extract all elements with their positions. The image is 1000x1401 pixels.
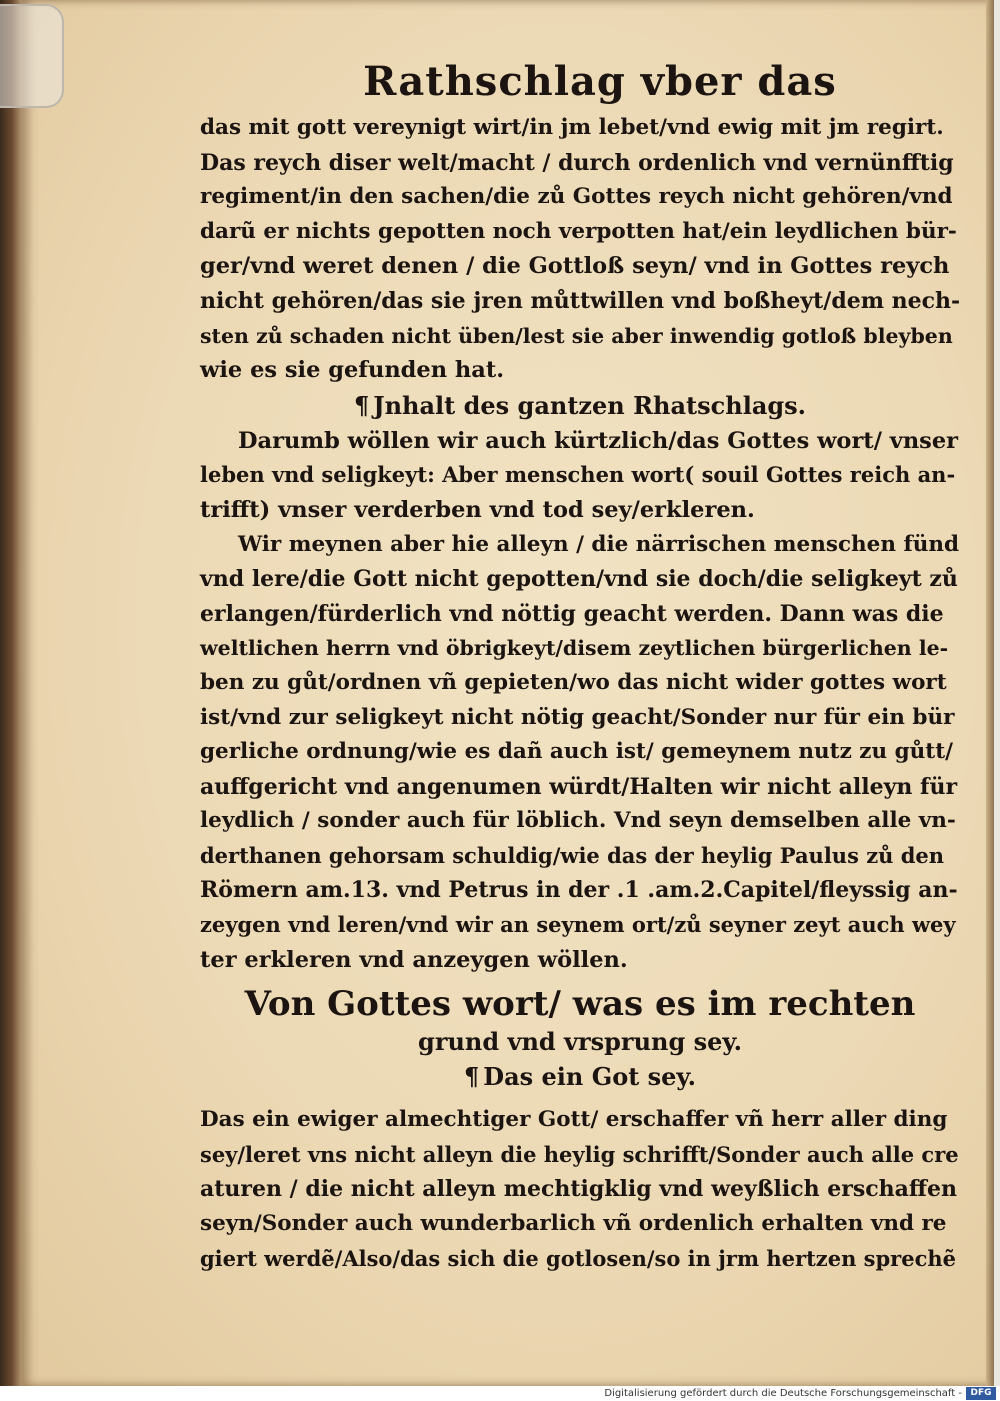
text-line: nicht gehören/das sie jren můttwillen vnd boßheyt/dem nech-	[200, 287, 961, 314]
text-line: aturen / die nicht alleyn mechtigklig vnd weyßlich erschaffen	[200, 1176, 957, 1203]
paragraph-1	[200, 111, 960, 388]
dfg-logo: DFG	[966, 1387, 996, 1400]
text-line: trifft) vnser verderben vnd tod sey/erkleren.	[200, 496, 755, 523]
page-text	[200, 58, 960, 1276]
text-line: leydlich / sonder auch für löblich. Vnd seyn demselben alle vn-	[200, 808, 956, 834]
text-line: sey/leret vns nicht alleyn die heylig schrifft/Sonder auch alle cre	[200, 1141, 959, 1167]
pilcrow-icon: ¶	[353, 390, 370, 420]
text-line: Wir meynen aber hie alleyn / die närrischen menschen fünd	[238, 531, 960, 557]
text-line: giert werdẽ/Also/das sich die gotlosen/so in jrm hertzen sprechẽ	[200, 1245, 956, 1271]
page-clip	[0, 4, 64, 108]
page-edge	[986, 0, 994, 1386]
text-line: zeygen vnd leren/vnd wir an seynem ort/zů seyner zeyt auch wey	[200, 912, 956, 938]
text-line: Das reych diser welt/macht / durch ordenlich vnd vernünfftig	[200, 149, 954, 176]
section-rubric	[200, 388, 960, 424]
pilcrow-icon: ¶	[464, 1062, 480, 1092]
running-head: Rathschlag vber das	[363, 58, 837, 105]
text-line: sten zů schaden nicht üben/lest sie aber inwendig gotloß bleyben	[200, 323, 953, 348]
paragraph-3	[200, 528, 960, 978]
text-line: derthanen gehorsam schuldig/wie das der heylig Paulus zů den	[200, 842, 945, 868]
text-line: Darumb wöllen wir auch kürtzlich/das Gottes wort/ vnser	[238, 427, 959, 454]
section-rubric	[200, 1059, 960, 1095]
section-heading: Von Gottes wort/ was es im rechten	[244, 984, 916, 1025]
spacer	[200, 1095, 960, 1103]
text-line: wie es sie gefunden hat.	[200, 357, 505, 384]
text-line: auffgericht vnd angenumen würdt/Halten wir nicht alleyn für	[200, 773, 958, 800]
paragraph-2	[200, 424, 960, 528]
funding-credit: Digitalisierung gefördert durch die Deutsche Forschungsgemeinschaft -	[604, 1388, 962, 1399]
text-line: ter erkleren vnd anzeygen wöllen.	[200, 946, 628, 973]
rubric-label: Jnhalt des gantzen Rhatschlags.	[373, 390, 807, 420]
text-line: vnd lere/die Gott nicht gepotten/vnd sie doch/die seligkeyt zů	[200, 566, 958, 593]
text-line: leben vnd seligkeyt: Aber menschen wort( souil Gottes reich an-	[200, 462, 956, 488]
section-subheading: grund vnd vrsprung sey.	[418, 1027, 742, 1057]
text-line: weltlichen herrn vnd öbrigkeyt/disem zeytlichen bürgerlichen le-	[200, 636, 949, 661]
footer-bar	[0, 1386, 1000, 1401]
text-line: das mit gott vereynigt wirt/in jm lebet/vnd ewig mit jm regirt.	[200, 115, 944, 140]
text-line: darũ er nichts gepotten noch verpotten hat/ein leydlichen bür-	[200, 218, 957, 244]
text-line: seyn/Sonder auch wunderbarlich vñ ordenlich erhalten vnd re	[200, 1211, 947, 1237]
text-line: regiment/in den sachen/die zů Gottes reych nicht gehören/vnd	[200, 184, 953, 210]
text-line: ben zu gůt/ordnen vñ gepieten/wo das nicht wider gottes wort	[200, 669, 947, 695]
text-line: erlangen/fürderlich vnd nöttig geacht werden. Dann was die	[200, 600, 944, 627]
paragraph-4	[200, 1103, 960, 1276]
text-line: Römern am.13. vnd Petrus in der .1 .am.2.Capitel/fleyssig an-	[200, 877, 958, 904]
text-line: Das ein ewiger almechtiger Gott/ erschaffer vñ herr aller ding	[200, 1107, 948, 1133]
text-line: gerliche ordnung/wie es dañ auch ist/ gemeynem nutz zu gůtt/	[200, 739, 954, 765]
text-line: ist/vnd zur seligkeyt nicht nötig geacht/Sonder nur für ein bür	[200, 704, 955, 730]
text-line: ger/vnd weret denen / die Gottloß seyn/ vnd in Gottes reych	[200, 253, 950, 280]
rubric-label: Das ein Got sey.	[483, 1062, 696, 1092]
